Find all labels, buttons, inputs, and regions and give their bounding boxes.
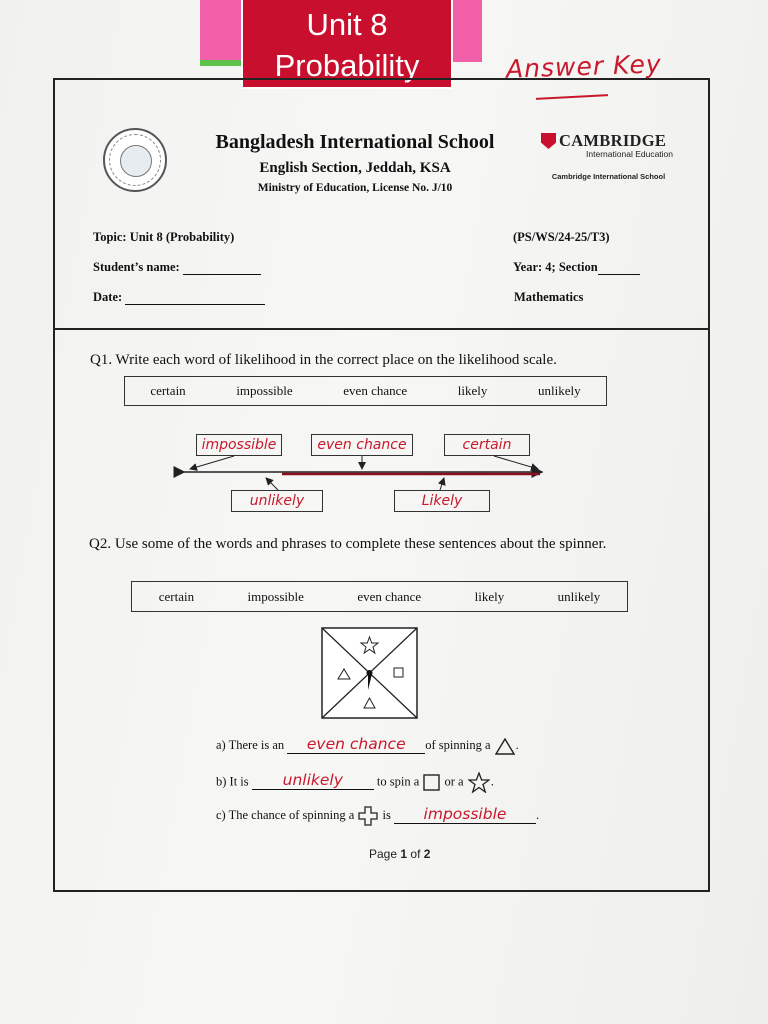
answer-key-handwriting: Answer Key (505, 49, 663, 84)
q2-word-certain: certain (158, 588, 195, 604)
q1-word-certain: certain (150, 383, 186, 398)
pointer-impossible (190, 456, 234, 469)
q1-answer-likely: Likely (421, 493, 463, 509)
q2c-answer: impossible (423, 805, 507, 823)
q1-word-likely: likely (457, 383, 488, 398)
q1-word-unlikely: unlikely (538, 383, 581, 398)
q2-word-bank (131, 581, 628, 612)
worksheet-code: (PS/WS/24-25/T3) (513, 230, 610, 244)
q2b-answer: unlikely (282, 771, 343, 790)
q1-word-even-chance: even chance (343, 383, 408, 398)
q1-answer-unlikely: unlikely (249, 493, 305, 509)
q2a-answer-field[interactable] (287, 736, 425, 754)
q2-sentence-c: c) The chance of spinning a is impossible . (216, 806, 539, 826)
q2a-answer: even chance (306, 735, 406, 753)
q2b-pre-text: b) It is (216, 774, 249, 789)
q2c-pre-text: c) The chance of spinning a (216, 808, 355, 822)
student-name-label: Student’s name: (93, 260, 180, 274)
q2-text: Q2. Use some of the words and phrases to complete these sentences about the spinner. (89, 536, 607, 552)
school-section: English Section, Jeddah, KSA (259, 160, 451, 176)
page-of-word: of (410, 847, 421, 861)
q1-word-impossible: impossible (236, 383, 293, 398)
q2b-or-text: or a (444, 774, 464, 789)
school-name: Bangladesh International School (215, 131, 495, 153)
q2-word-unlikely: unlikely (557, 588, 601, 604)
q2a-pre-text: a) There is an (216, 738, 285, 752)
q2-word-impossible: impossible (247, 588, 304, 604)
triangle-icon (495, 738, 515, 755)
q2-word-likely: likely (474, 588, 505, 604)
q2-word-even-chance: even chance (357, 588, 422, 604)
page-number (369, 847, 430, 861)
subject-label: Mathematics (514, 290, 584, 304)
cambridge-wordmark: CAMBRIDGE (559, 131, 667, 150)
pointer-unlikely (266, 478, 278, 490)
star-icon (468, 772, 490, 793)
cross-shape-icon (358, 806, 378, 826)
banner-line-1: Unit 8 (306, 7, 388, 42)
q2c-is-text: is (382, 808, 391, 822)
q1-text: Q1. Write each word of likelihood in the correct place on the likelihood scale. (90, 352, 557, 368)
pointer-certain (494, 456, 538, 469)
topic-label: Topic: Unit 8 (Probability) (93, 230, 235, 244)
q1-answer-impossible: impossible (201, 437, 277, 453)
q2-sentence-b: b) It is unlikely to spin a or a . (216, 772, 494, 793)
school-license: Ministry of Education, License No. J/10 (257, 182, 453, 194)
page-total: 2 (423, 847, 431, 861)
spinner (322, 628, 417, 718)
q2-sentence-a: a) There is an even chance of spinning a . (216, 735, 519, 753)
page-current: 1 (400, 847, 408, 861)
banner-line-2: Probability (274, 48, 420, 83)
date-label: Date: (93, 290, 123, 304)
square-icon (423, 774, 440, 791)
q2a-post-text: of spinning a (425, 738, 491, 752)
q2b-answer-field[interactable] (252, 772, 374, 790)
q1-answer-certain: certain (462, 437, 512, 453)
q2b-mid-text: to spin a (376, 774, 420, 789)
year-section-label: Year: 4; Section (513, 260, 598, 274)
page-word: Page (369, 847, 398, 861)
q1-answer-even-chance: even chance (317, 437, 407, 453)
cambridge-subtitle: International Education (586, 149, 673, 159)
pointer-likely (440, 478, 444, 490)
q2c-answer-field[interactable] (394, 806, 536, 824)
cambridge-school-label: Cambridge International School (551, 172, 666, 181)
